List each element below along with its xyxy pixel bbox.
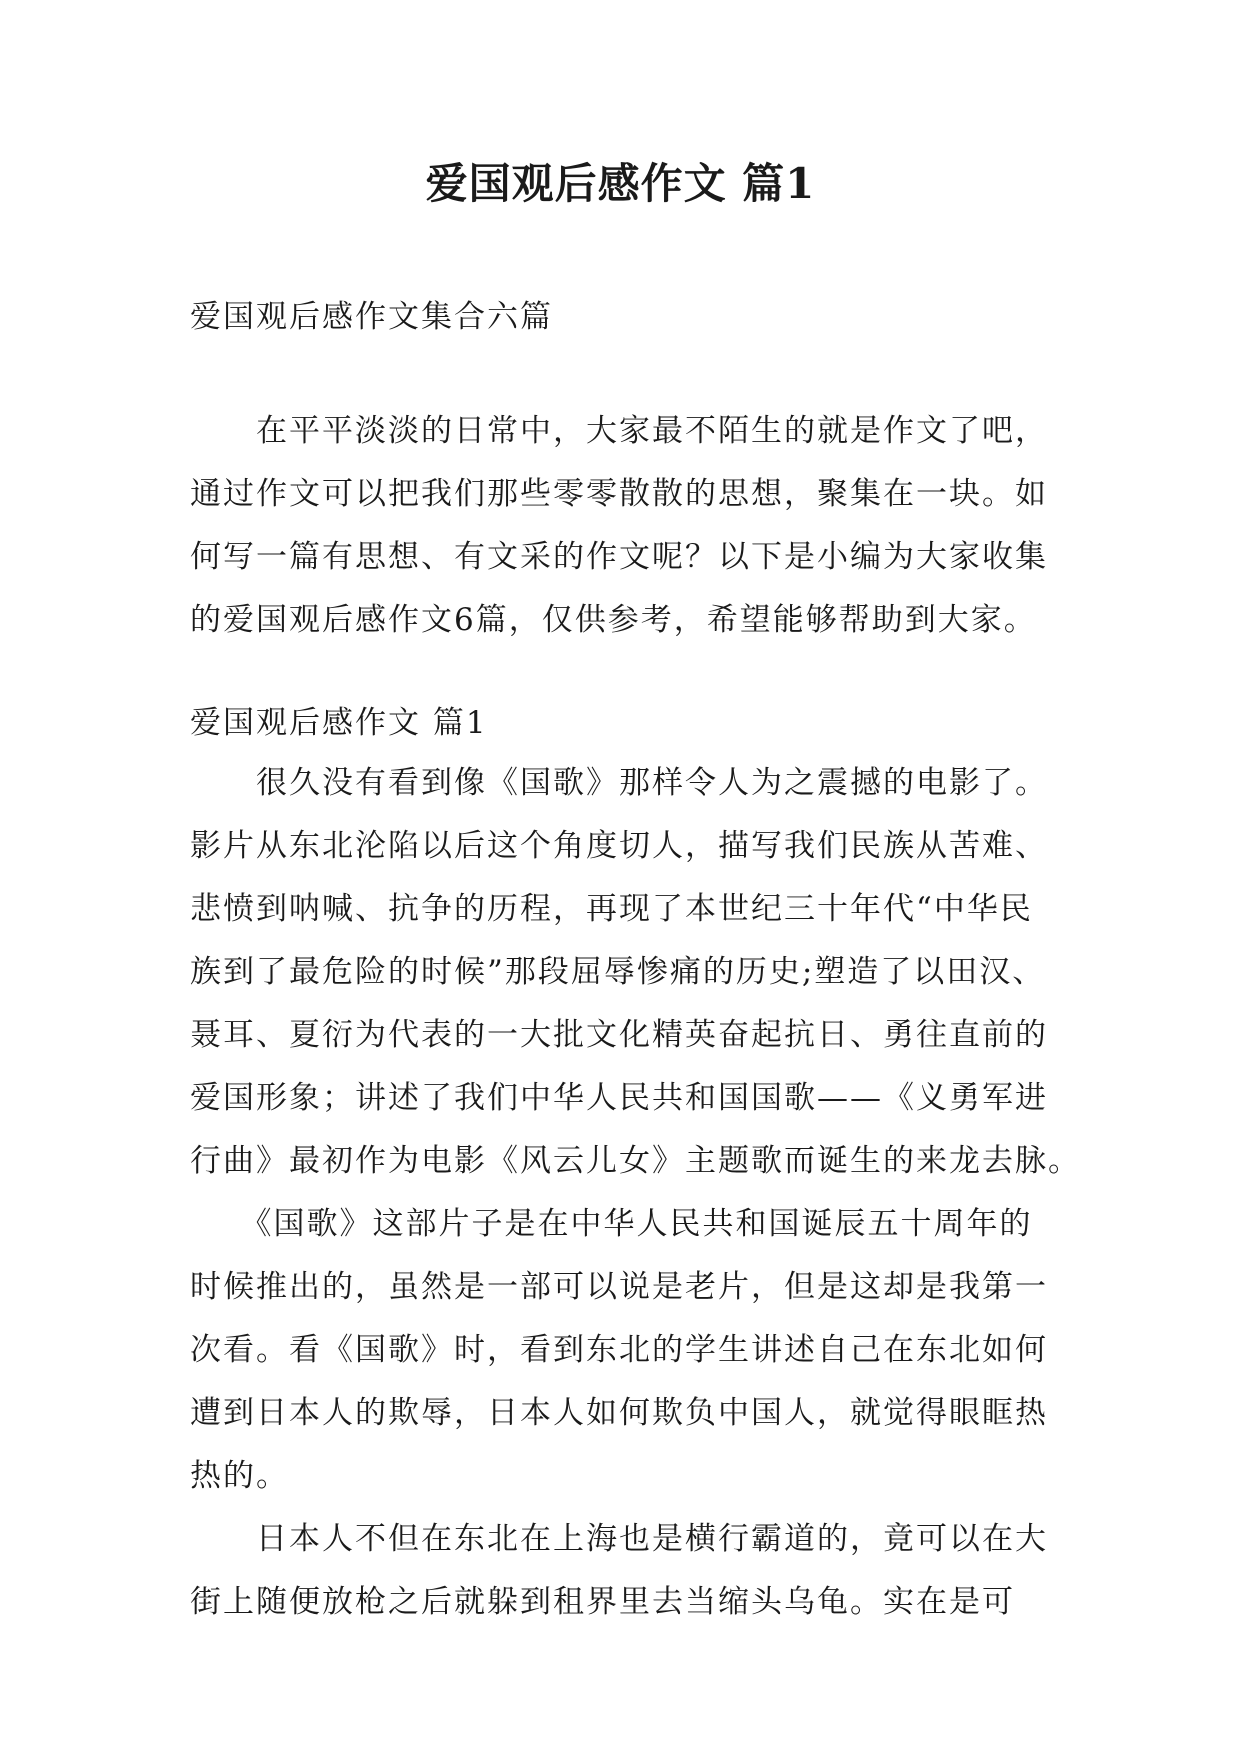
body-line: 街上随便放枪之后就躲到租界里去当缩头乌龟。实在是可 (190, 1584, 1015, 1620)
body-line: 《国歌》这部片子是在中华人民共和国诞辰五十周年的 (190, 1206, 1033, 1242)
intro-line: 通过作文可以把我们那些零零散散的思想，聚集在一块。如 (190, 476, 1048, 512)
body-line: 很久没有看到像《国歌》那样令人为之震撼的电影了。 (190, 765, 1048, 801)
body-line: 日本人不但在东北在上海也是横行霸道的，竟可以在大 (190, 1521, 1048, 1557)
page-title: 爱国观后感作文 篇1 (425, 159, 816, 208)
essay-body (190, 752, 1081, 1634)
intro-line: 的爱国观后感作文6篇，仅供参考，希望能够帮助到大家。 (190, 602, 1037, 638)
body-line: 悲愤到呐喊、抗争的历程，再现了本世纪三十年代“中华民 (190, 891, 1033, 927)
intro-line: 何写一篇有思想、有文采的作文呢？以下是小编为大家收集 (190, 539, 1048, 575)
body-line: 热的。 (190, 1458, 289, 1494)
intro-paragraph (190, 400, 1060, 652)
section-heading (190, 692, 1060, 755)
body-line: 遭到日本人的欺辱，日本人如何欺负中国人，就觉得眼眶热 (190, 1395, 1048, 1431)
body-line: 影片从东北沦陷以后这个角度切人，描写我们民族从苦难、 (190, 828, 1048, 864)
body-line: 时候推出的，虽然是一部可以说是老片，但是这却是我第一 (190, 1269, 1048, 1305)
body-line: 行曲》最初作为电影《风云儿女》主题歌而诞生的来龙去脉。 (190, 1143, 1081, 1179)
intro-line: 在平平淡淡的日常中，大家最不陌生的就是作文了吧， (190, 413, 1048, 449)
body-line: 次看。看《国歌》时，看到东北的学生讲述自己在东北如何 (190, 1332, 1048, 1368)
body-line: 爱国形象；讲述了我们中华人民共和国国歌——《义勇军进 (190, 1080, 1048, 1116)
section-heading-line: 爱国观后感作文 篇1 (190, 705, 488, 741)
body-line: 族到了最危险的时候”那段屈辱惨痛的历史;塑造了以田汉、 (190, 954, 1046, 990)
document-subtitle (190, 286, 1060, 349)
body-line: 聂耳、夏衍为代表的一大批文化精英奋起抗日、勇往直前的 (190, 1017, 1048, 1053)
subtitle-line: 爱国观后感作文集合六篇 (190, 299, 553, 335)
